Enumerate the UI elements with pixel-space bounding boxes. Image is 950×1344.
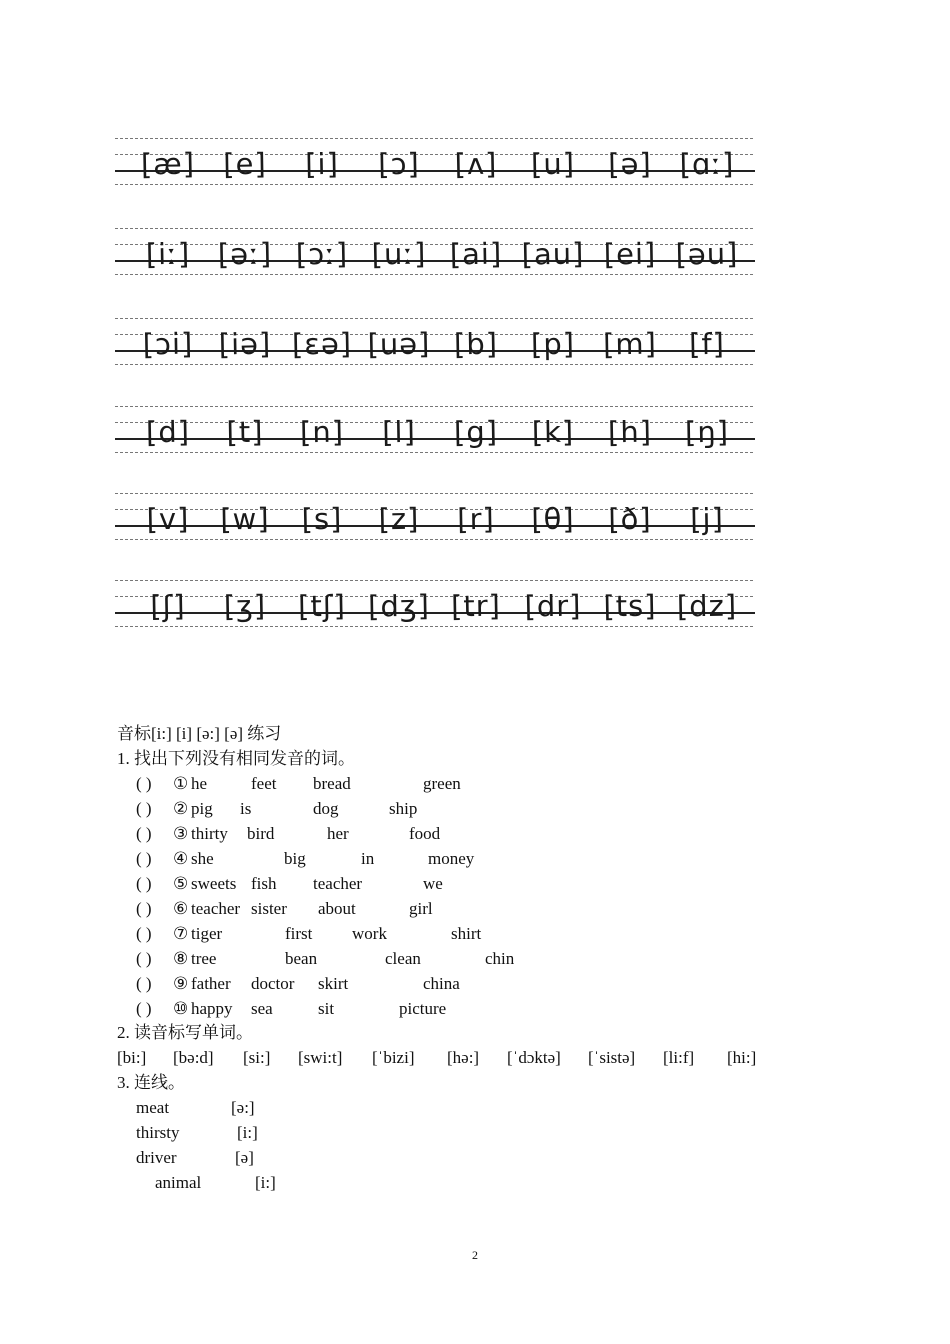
word: we bbox=[423, 874, 443, 893]
phonetic-symbol: [n] bbox=[299, 414, 345, 450]
phonetic-symbol: [ei] bbox=[603, 236, 657, 272]
exercise-title: 音标[i:] [i] [ə:] [ə] 练习 bbox=[117, 724, 282, 743]
phonetic-symbol: [iː] bbox=[145, 236, 191, 272]
word: dog bbox=[313, 799, 339, 818]
phonetic-symbol: [ð] bbox=[608, 501, 652, 537]
item-number: ⑦ bbox=[173, 924, 189, 943]
phonetic-transcription: [hi:] bbox=[727, 1048, 757, 1067]
phonetic-symbol: [dz] bbox=[676, 588, 738, 624]
answer-blank[interactable]: ( ) bbox=[136, 949, 152, 968]
word: thirty bbox=[191, 824, 228, 843]
item-number: ⑩ bbox=[173, 999, 189, 1018]
phonetic-transcription: [ˈbizi] bbox=[372, 1048, 415, 1067]
word: is bbox=[240, 799, 252, 818]
phonetic-symbol: [t] bbox=[226, 414, 264, 450]
item-number: ⑤ bbox=[173, 874, 189, 893]
phonetic-symbol: [u] bbox=[530, 146, 576, 182]
phonetic-symbol: [əu] bbox=[675, 236, 739, 272]
phonetic-transcription: [li:f] bbox=[663, 1048, 695, 1067]
word: big bbox=[284, 849, 306, 868]
item-number: ⑨ bbox=[173, 974, 189, 993]
phonetic-symbol: [ɔi] bbox=[142, 326, 194, 362]
word: skirt bbox=[318, 974, 349, 993]
phonetic-symbol: [æ] bbox=[140, 146, 196, 182]
phonetic-symbol: [ʒ] bbox=[223, 588, 267, 624]
question-2-heading: 2. 读音标写单词。 bbox=[117, 1023, 253, 1042]
word: her bbox=[327, 824, 349, 843]
phonetic-symbol: [p] bbox=[530, 326, 576, 362]
phonetic-symbol: [ə] bbox=[607, 146, 653, 182]
word: clean bbox=[385, 949, 421, 968]
match-sound[interactable]: [ə:] bbox=[231, 1098, 255, 1117]
chart-row bbox=[115, 572, 755, 642]
phonetic-symbol: [ai] bbox=[449, 236, 503, 272]
phonetic-transcription: [hə:] bbox=[447, 1048, 480, 1067]
phonetic-symbol: [w] bbox=[220, 501, 270, 537]
phonetic-symbol: [ts] bbox=[603, 588, 657, 624]
chart-row bbox=[115, 485, 755, 555]
word: father bbox=[191, 974, 231, 993]
item-number: ⑧ bbox=[173, 949, 189, 968]
word: about bbox=[318, 899, 356, 918]
match-word[interactable]: meat bbox=[136, 1098, 170, 1117]
answer-blank[interactable]: ( ) bbox=[136, 999, 152, 1018]
chart-row bbox=[115, 130, 755, 200]
phonetic-symbol: [l] bbox=[381, 414, 417, 450]
word: in bbox=[361, 849, 375, 868]
phonetic-symbol: [v] bbox=[146, 501, 190, 537]
page-number: 2 bbox=[472, 1248, 478, 1262]
phonetic-symbol: [dʒ] bbox=[367, 588, 431, 624]
phonetic-symbol: [e] bbox=[222, 146, 268, 182]
word: sea bbox=[251, 999, 273, 1018]
phonetic-transcription: [swi:t] bbox=[298, 1048, 343, 1067]
word: doctor bbox=[251, 974, 295, 993]
word: fish bbox=[251, 874, 277, 893]
phonetic-symbol: [tʃ] bbox=[297, 588, 347, 624]
item-number: ② bbox=[173, 799, 189, 818]
word: bread bbox=[313, 774, 351, 793]
word: feet bbox=[251, 774, 277, 793]
phonetic-symbol: [j] bbox=[689, 501, 725, 537]
answer-blank[interactable]: ( ) bbox=[136, 774, 152, 793]
phonetic-symbol: [d] bbox=[145, 414, 191, 450]
word: tiger bbox=[191, 924, 223, 943]
word: picture bbox=[399, 999, 447, 1018]
phonetic-transcription: [si:] bbox=[243, 1048, 271, 1067]
answer-blank[interactable]: ( ) bbox=[136, 849, 152, 868]
word: sweets bbox=[191, 874, 237, 893]
word: bird bbox=[247, 824, 275, 843]
phonetic-symbol: [m] bbox=[602, 326, 658, 362]
phonetic-symbol: [əː] bbox=[217, 236, 273, 272]
word: china bbox=[423, 974, 460, 993]
word: sit bbox=[318, 999, 335, 1018]
phonetic-symbol: [h] bbox=[607, 414, 653, 450]
phonetic-symbols-chart bbox=[115, 130, 755, 650]
phonetic-transcription: [ˈdɔktə] bbox=[507, 1048, 561, 1067]
word: chin bbox=[485, 949, 515, 968]
phonetic-symbol: [ɔː] bbox=[295, 236, 349, 272]
word: money bbox=[428, 849, 475, 868]
match-sound[interactable]: [i:] bbox=[255, 1173, 276, 1192]
word: green bbox=[423, 774, 461, 793]
answer-blank[interactable]: ( ) bbox=[136, 799, 152, 818]
chart-row bbox=[115, 398, 755, 468]
phonetic-symbol: [dr] bbox=[524, 588, 582, 624]
chart-row bbox=[115, 310, 755, 380]
word: teacher bbox=[313, 874, 363, 893]
phonetic-symbol: [uə] bbox=[367, 326, 431, 362]
phonetic-transcription: [bi:] bbox=[117, 1048, 147, 1067]
phonetic-symbol: [ʃ] bbox=[150, 588, 186, 624]
answer-blank[interactable]: ( ) bbox=[136, 899, 152, 918]
item-number: ① bbox=[173, 774, 189, 793]
answer-blank[interactable]: ( ) bbox=[136, 974, 152, 993]
word: bean bbox=[285, 949, 318, 968]
word: sister bbox=[251, 899, 287, 918]
match-word[interactable]: animal bbox=[155, 1173, 202, 1192]
phonetic-symbol: [ɛə] bbox=[291, 326, 353, 362]
phonetic-symbol: [ʌ] bbox=[454, 146, 498, 182]
phonetic-symbol: [ɑː] bbox=[679, 146, 735, 182]
phonetic-symbol: [ɔ] bbox=[377, 146, 421, 182]
word: first bbox=[285, 924, 313, 943]
phonetic-transcription: [bə:d] bbox=[173, 1048, 214, 1067]
match-sound[interactable]: [ə] bbox=[235, 1148, 254, 1167]
item-number: ⑥ bbox=[173, 899, 189, 918]
phonetic-symbol: [k] bbox=[531, 414, 575, 450]
phonetic-symbol: [iə] bbox=[218, 326, 272, 362]
word: work bbox=[352, 924, 387, 943]
phonetic-symbol: [θ] bbox=[531, 501, 575, 537]
word: teacher bbox=[191, 899, 241, 918]
phonetic-symbol: [r] bbox=[456, 501, 496, 537]
word: she bbox=[191, 849, 214, 868]
phonetic-symbol: [uː] bbox=[371, 236, 427, 272]
item-number: ④ bbox=[173, 849, 189, 868]
match-word[interactable]: driver bbox=[136, 1148, 177, 1167]
word: pig bbox=[191, 799, 213, 818]
question-1-heading: 1. 找出下列没有相同发音的词。 bbox=[117, 749, 355, 768]
phonetic-symbol: [s] bbox=[301, 501, 343, 537]
answer-blank[interactable]: ( ) bbox=[136, 924, 152, 943]
word: tree bbox=[191, 949, 217, 968]
phonetic-symbol: [g] bbox=[453, 414, 499, 450]
question-3-heading: 3. 连线。 bbox=[117, 1073, 185, 1092]
item-number: ③ bbox=[173, 824, 189, 843]
word: girl bbox=[409, 899, 433, 918]
word: ship bbox=[389, 799, 418, 818]
word: happy bbox=[191, 999, 233, 1018]
word: shirt bbox=[451, 924, 482, 943]
word: food bbox=[409, 824, 441, 843]
word: he bbox=[191, 774, 208, 793]
phonetic-symbol: [tr] bbox=[450, 588, 502, 624]
phonetic-symbol: [f] bbox=[688, 326, 726, 362]
phonetic-symbol: [b] bbox=[453, 326, 499, 362]
phonetic-symbol: [i] bbox=[304, 146, 340, 182]
phonetic-symbol: [au] bbox=[521, 236, 585, 272]
phonetic-transcription: [ˈsistə] bbox=[588, 1048, 636, 1067]
phonetic-symbol: [z] bbox=[378, 501, 420, 537]
match-word[interactable]: thirsty bbox=[136, 1123, 180, 1142]
match-sound[interactable]: [i:] bbox=[237, 1123, 258, 1142]
phonetic-symbol: [ŋ] bbox=[684, 414, 730, 450]
answer-blank[interactable]: ( ) bbox=[136, 824, 152, 843]
chart-row bbox=[115, 220, 755, 290]
answer-blank[interactable]: ( ) bbox=[136, 874, 152, 893]
